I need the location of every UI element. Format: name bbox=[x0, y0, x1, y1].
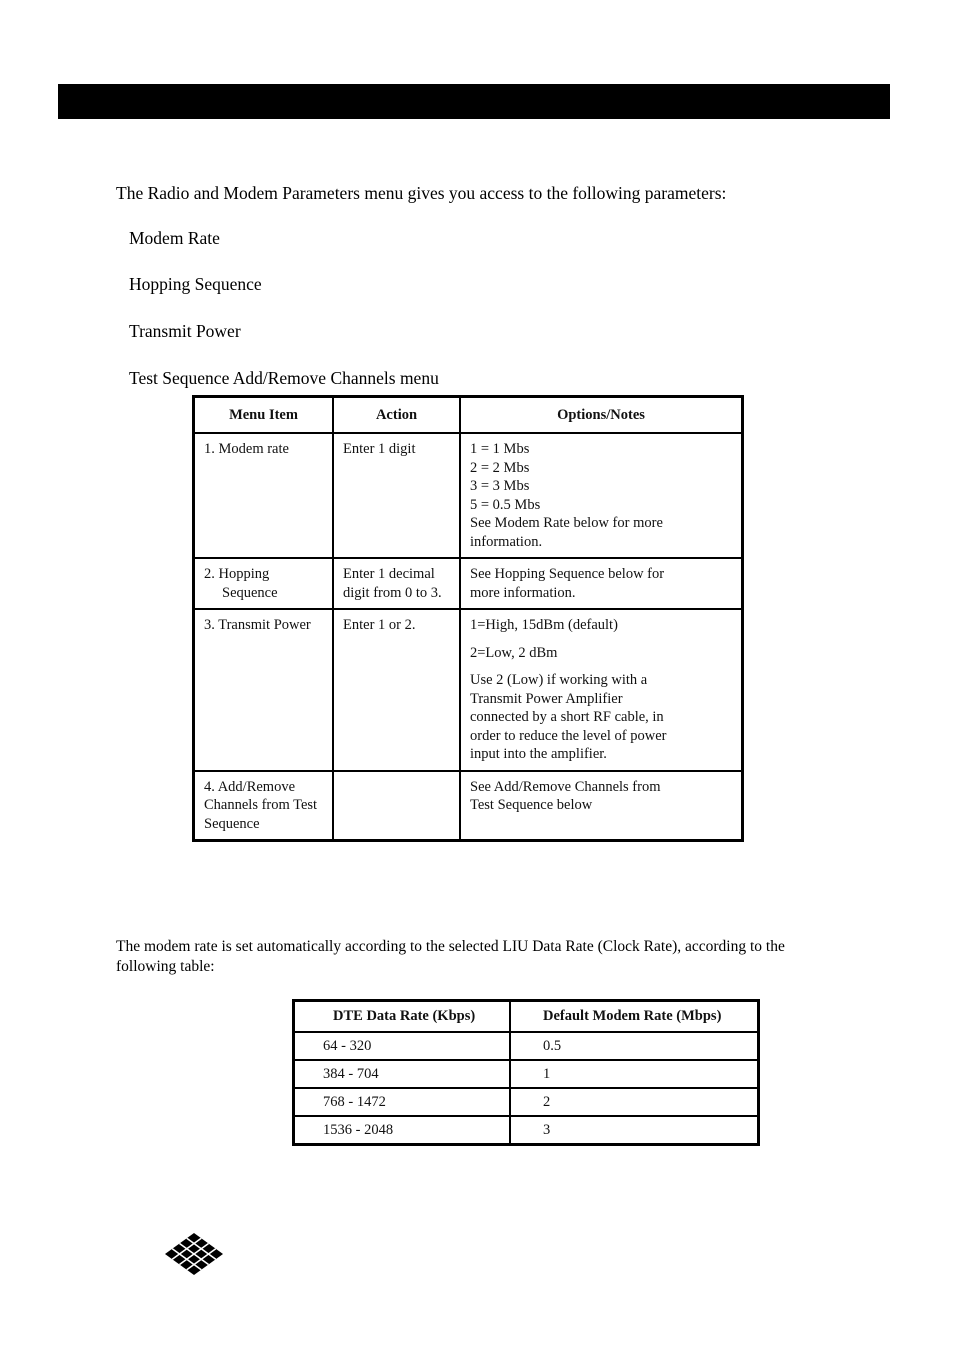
table-row bbox=[194, 609, 743, 771]
cell-line: 3. Transmit Power bbox=[204, 617, 311, 633]
menu-table-header bbox=[194, 397, 743, 434]
menu-table bbox=[192, 395, 744, 842]
dte-rate-cell: 384 - 704 bbox=[294, 1060, 511, 1088]
cell-line: 1=High, 15dBm (default) bbox=[470, 617, 618, 633]
cell-line: See Hopping Sequence below for bbox=[470, 566, 665, 582]
cell-line: order to reduce the level of power bbox=[470, 727, 667, 744]
notes-paragraph bbox=[470, 616, 733, 635]
cell-line: See Add/Remove Channels from bbox=[470, 778, 661, 795]
param-hopping-sequence: Hopping Sequence bbox=[129, 274, 262, 294]
cell-line: 2 = 2 Mbs bbox=[470, 459, 530, 476]
menu-item-cell bbox=[194, 771, 334, 841]
menu-item-cell bbox=[194, 609, 334, 771]
table-row bbox=[294, 1116, 759, 1145]
cell-line: Enter 1 or 2. bbox=[343, 617, 416, 633]
cell-line: more information. bbox=[470, 584, 576, 601]
header-modem-rate: Default Modem Rate (Mbps) bbox=[510, 1001, 759, 1033]
header-dte-rate: DTE Data Rate (Kbps) bbox=[294, 1001, 511, 1033]
table-row bbox=[294, 1060, 759, 1088]
action-cell bbox=[333, 771, 460, 841]
action-cell bbox=[333, 609, 460, 771]
rate-table-header bbox=[294, 1001, 759, 1033]
header-action: Action bbox=[333, 397, 460, 434]
notes-cell bbox=[460, 433, 743, 558]
cell-line: Sequence bbox=[222, 584, 278, 601]
black-box-logo-icon bbox=[165, 1233, 223, 1275]
cell-line: 3 = 3 Mbs bbox=[470, 478, 530, 494]
header-bar bbox=[58, 84, 890, 119]
menu-item-cell bbox=[194, 558, 334, 609]
cell-line: 2=Low, 2 dBm bbox=[470, 644, 558, 661]
cell-line: 4. Add/Remove bbox=[204, 778, 296, 795]
notes-cell bbox=[460, 558, 743, 609]
dte-rate-cell: 768 - 1472 bbox=[294, 1088, 511, 1116]
cell-line: Use 2 (Low) if working with a bbox=[470, 672, 648, 688]
cell-line: digit from 0 to 3. bbox=[343, 584, 442, 601]
param-test-sequence: Test Sequence Add/Remove Channels menu bbox=[129, 368, 439, 388]
header-options-notes: Options/Notes bbox=[460, 397, 743, 434]
cell-line: 1. Modem rate bbox=[204, 441, 289, 457]
dte-rate-cell: 64 - 320 bbox=[294, 1032, 511, 1060]
dte-rate-cell: 1536 - 2048 bbox=[294, 1116, 511, 1145]
cell-line: Test Sequence below bbox=[470, 797, 593, 813]
menu-item-cell bbox=[194, 433, 334, 558]
cell-line: Sequence bbox=[204, 815, 260, 832]
table-row bbox=[194, 558, 743, 609]
modem-rate-description: The modem rate is set automatically according to the selected LIU Data Rate (Clock Rate), according to the following table: bbox=[116, 938, 785, 975]
notes-cell bbox=[460, 609, 743, 771]
notes-paragraph bbox=[470, 778, 733, 815]
modem-rate-cell: 3 bbox=[510, 1116, 759, 1145]
notes-paragraph bbox=[470, 644, 733, 663]
action-cell bbox=[333, 433, 460, 558]
cell-line: 1 = 1 Mbs bbox=[470, 441, 530, 457]
rate-table bbox=[292, 999, 760, 1146]
modem-rate-cell: 2 bbox=[510, 1088, 759, 1116]
notes-cell bbox=[460, 771, 743, 841]
cell-line: Channels from Test bbox=[204, 797, 318, 813]
cell-line: 2. Hopping bbox=[204, 566, 270, 582]
table-row bbox=[294, 1088, 759, 1116]
cell-line: Enter 1 digit bbox=[343, 441, 416, 457]
cell-line: Enter 1 decimal bbox=[343, 566, 435, 582]
notes-paragraph bbox=[470, 671, 733, 764]
cell-line: information. bbox=[470, 533, 543, 550]
cell-line: connected by a short RF cable, in bbox=[470, 709, 664, 725]
param-transmit-power: Transmit Power bbox=[129, 321, 241, 341]
modem-rate-cell: 0.5 bbox=[510, 1032, 759, 1060]
table-row bbox=[294, 1032, 759, 1060]
cell-line: input into the amplifier. bbox=[470, 746, 607, 762]
cell-line: See Modem Rate below for more bbox=[470, 515, 663, 531]
table-row bbox=[194, 433, 743, 558]
modem-rate-cell: 1 bbox=[510, 1060, 759, 1088]
table-row bbox=[194, 771, 743, 841]
cell-line: Transmit Power Amplifier bbox=[470, 690, 623, 707]
header-menu-item: Menu Item bbox=[194, 397, 334, 434]
cell-line: 5 = 0.5 Mbs bbox=[470, 496, 541, 513]
param-modem-rate: Modem Rate bbox=[129, 228, 220, 248]
action-cell bbox=[333, 558, 460, 609]
intro-text: The Radio and Modem Parameters menu gives you access to the following parameters: bbox=[116, 183, 727, 203]
notes-paragraph bbox=[470, 440, 733, 551]
notes-paragraph bbox=[470, 565, 733, 602]
